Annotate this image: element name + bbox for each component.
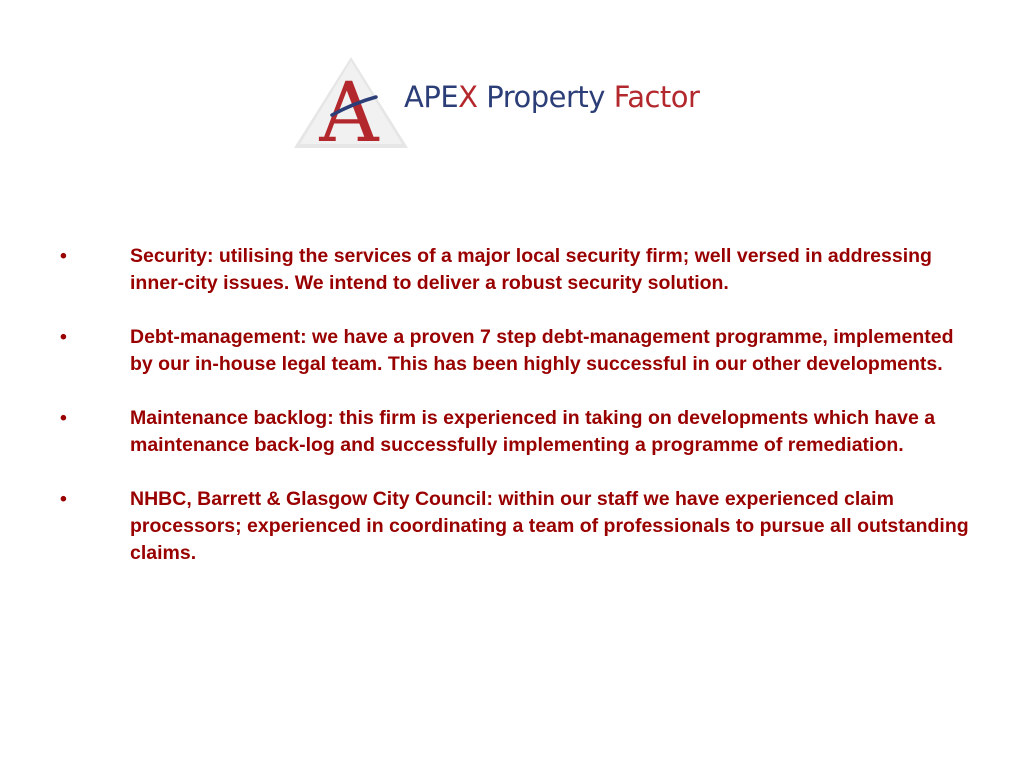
bullet-list bbox=[0, 243, 1024, 594]
bullet-item-debt-management bbox=[0, 324, 1024, 378]
bullet-marker: • bbox=[60, 407, 67, 429]
bullet-item-nhbc-claims bbox=[0, 486, 1024, 567]
bullet-item-maintenance-backlog bbox=[0, 405, 1024, 459]
bullet-item-security bbox=[0, 243, 1024, 297]
apex-triangle-logo-icon bbox=[292, 55, 410, 149]
logo-wordmark bbox=[404, 80, 699, 114]
bullet-text: NHBC, Barrett & Glasgow City Council: within our staff we have experienced claim processors; experienced in coordinating a team of professionals to pursue all outstanding claims. bbox=[130, 488, 969, 564]
bullet-marker: • bbox=[60, 488, 67, 510]
bullet-marker: • bbox=[60, 245, 67, 267]
bullet-marker: • bbox=[60, 326, 67, 348]
logo-name-part3: Property bbox=[477, 80, 614, 114]
bullet-text: Debt-management: we have a proven 7 step debt-management programme, implemented by our in-house legal team. This has been highly successful in our other developments. bbox=[130, 326, 954, 375]
logo-name-part1: APE bbox=[404, 80, 459, 114]
logo-mark-letter: A bbox=[319, 66, 379, 149]
logo-name-part4: Factor bbox=[613, 80, 700, 114]
apex-logo bbox=[292, 55, 732, 150]
bullet-text: Security: utilising the services of a major local security firm; well versed in addressing inner-city issues. We intend to deliver a robust security solution. bbox=[130, 245, 932, 294]
bullet-text: Maintenance backlog: this firm is experienced in taking on developments which have a maintenance back-log and successfully implementing a programme of remediation. bbox=[130, 407, 936, 456]
logo-name-part2: X bbox=[458, 80, 478, 114]
